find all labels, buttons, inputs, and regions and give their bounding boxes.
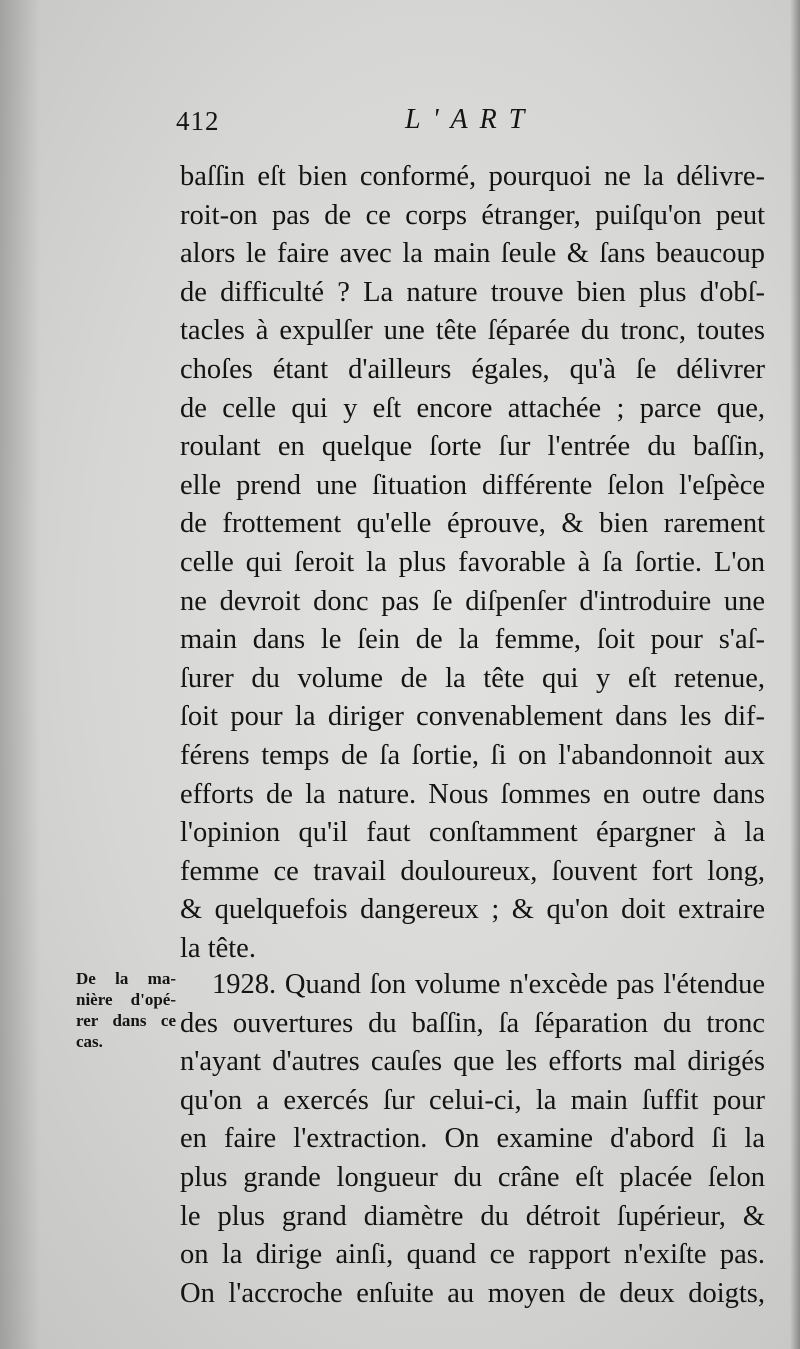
text-line: 1928. Quand ſon volume n'excède pas l'étendue <box>212 969 765 1000</box>
text-line: on la dirige ainſi, quand ce rapport n'exiſte pas. <box>180 1239 765 1271</box>
binding-shadow <box>0 0 40 1349</box>
text-line: ſurer du volume de la tête qui y eſt retenue, <box>180 662 765 694</box>
marginal-note <box>76 968 176 1052</box>
text-line: le plus grand diamètre du détroit ſupérieur, & <box>180 1200 765 1232</box>
text-line: l'opinion qu'il faut conſtamment épargner à la <box>180 817 765 849</box>
text-line: plus grande longueur du crâne eſt placée ſelon <box>180 1161 765 1193</box>
text-line: main dans le ſein de la femme, ſoit pour s'aſ- <box>180 624 765 656</box>
text-line: elle prend une ſituation différente ſelon l'eſpèce <box>180 469 765 501</box>
text-line: en faire l'extraction. On examine d'abord ſi la <box>180 1123 765 1155</box>
note-line: nière d'opé- <box>76 990 176 1009</box>
paragraph-1 <box>180 158 765 968</box>
note-line: cas. <box>76 1032 103 1051</box>
text-line: n'ayant d'autres cauſes que les efforts mal dirigés <box>180 1046 765 1078</box>
page-edge-shadow <box>790 0 800 1349</box>
running-head: L'ART <box>405 104 537 135</box>
text-line: choſes étant d'ailleurs égales, qu'à ſe délivrer <box>180 353 765 385</box>
text-line: férens temps de ſa ſortie, ſi on l'abandonnoit aux <box>180 739 765 771</box>
text-line: qu'on a exercés ſur celui-ci, la main ſuffit pour <box>180 1084 765 1116</box>
page-number: 412 <box>176 106 220 136</box>
text-line: ne devroit donc pas ſe diſpenſer d'introduire une <box>180 585 765 617</box>
text-line: tacles à expulſer une tête ſéparée du tronc, toutes <box>180 315 765 347</box>
text-line: celle qui ſeroit la plus favorable à ſa ſortie. L'on <box>180 546 765 578</box>
text-line: efforts de la nature. Nous ſommes en outre dans <box>180 778 765 810</box>
paragraph-2 <box>180 966 765 1313</box>
text-line: femme ce travail douloureux, ſouvent fort long, <box>180 855 765 887</box>
text-line: roulant en quelque ſorte ſur l'entrée du baſſin, <box>180 431 765 463</box>
note-line: De la ma- <box>76 969 176 988</box>
text-line: de frottement qu'elle éprouve, & bien rarement <box>180 508 765 540</box>
text-line: & quelquefois dangereux ; & qu'on doit extraire <box>180 894 765 926</box>
note-line: rer dans ce <box>76 1011 176 1030</box>
text-line: de celle qui y eſt encore attachée ; parce que, <box>180 392 765 424</box>
text-line: On l'accroche enſuite au moyen de deux doigts, <box>180 1277 765 1309</box>
text-line: roit-on pas de ce corps étranger, puiſqu'on peut <box>180 199 765 231</box>
text-line: la tête. <box>180 932 256 964</box>
text-line: ſoit pour la diriger convenablement dans les dif- <box>180 701 765 733</box>
text-line: de difficulté ? La nature trouve bien plus d'obſ- <box>180 276 765 308</box>
text-line: alors le faire avec la main ſeule & ſans beaucoup <box>180 238 765 270</box>
text-line: baſſin eſt bien conformé, pourquoi ne la délivre- <box>180 161 765 192</box>
text-line: des ouvertures du baſſin, ſa ſéparation du tronc <box>180 1007 765 1039</box>
